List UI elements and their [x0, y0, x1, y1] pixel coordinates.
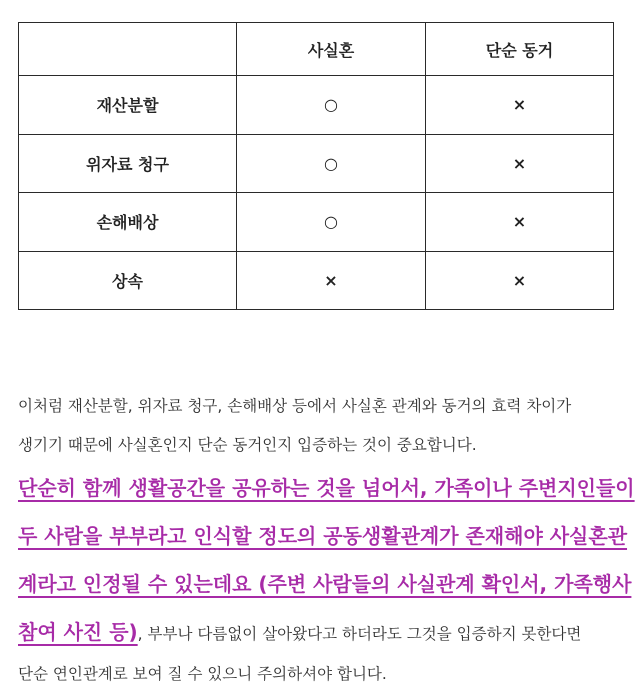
- de-facto-mark: ○: [237, 76, 426, 135]
- cohabitation-mark: ×: [426, 251, 614, 310]
- comparison-table: [18, 22, 614, 310]
- header-de-facto: 사실혼: [237, 23, 426, 76]
- mixed-line: [18, 616, 581, 645]
- paragraph-line-1: 이처럼 재산분할, 위자료 청구, 손해배상 등에서 사실혼 관계와 동거의 효력 차이가: [18, 397, 572, 415]
- de-facto-mark: ○: [237, 193, 426, 252]
- comparison-table-container: [18, 22, 614, 310]
- paragraph-line-2: 생기기 때문에 사실혼인지 단순 동거인지 입증하는 것이 중요합니다.: [18, 436, 477, 454]
- row-label: 위자료 청구: [19, 134, 237, 193]
- header-cohabitation: 단순 동거: [426, 23, 614, 76]
- table-header-row: [19, 23, 614, 76]
- highlight-text-1: 단순히 함께 생활공간을 공유하는 것을 넘어서, 가족이나 주변지인들이: [18, 476, 635, 500]
- header-empty-cell: [19, 23, 237, 76]
- table-row: [19, 134, 614, 193]
- highlight-line-2: [18, 520, 627, 549]
- table-row: [19, 193, 614, 252]
- paragraph-line-last: 단순 연인관계로 보여 질 수 있으니 주의하셔야 합니다.: [18, 665, 387, 683]
- table-row: [19, 251, 614, 310]
- highlight-text-4: 참여 사진 등): [18, 620, 138, 644]
- cohabitation-mark: ×: [426, 76, 614, 135]
- de-facto-mark: ×: [237, 251, 426, 310]
- highlight-line-3: [18, 568, 631, 597]
- cohabitation-mark: ×: [426, 193, 614, 252]
- paragraph-tail: , 부부나 다름없이 살아왔다고 하더라도 그것을 입증하지 못한다면: [137, 625, 582, 643]
- row-label: 상속: [19, 251, 237, 310]
- row-label: 손해배상: [19, 193, 237, 252]
- table-row: [19, 76, 614, 135]
- row-label: 재산분할: [19, 76, 237, 135]
- highlight-text-2: 두 사람을 부부라고 인식할 정도의 공동생활관계가 존재해야 사실혼관: [18, 524, 628, 548]
- highlight-text-3: 계라고 인정될 수 있는데요 (주변 사람들의 사실관계 확인서, 가족행사: [18, 572, 632, 596]
- highlight-line-1: [18, 472, 635, 501]
- cohabitation-mark: ×: [426, 134, 614, 193]
- de-facto-mark: ○: [237, 134, 426, 193]
